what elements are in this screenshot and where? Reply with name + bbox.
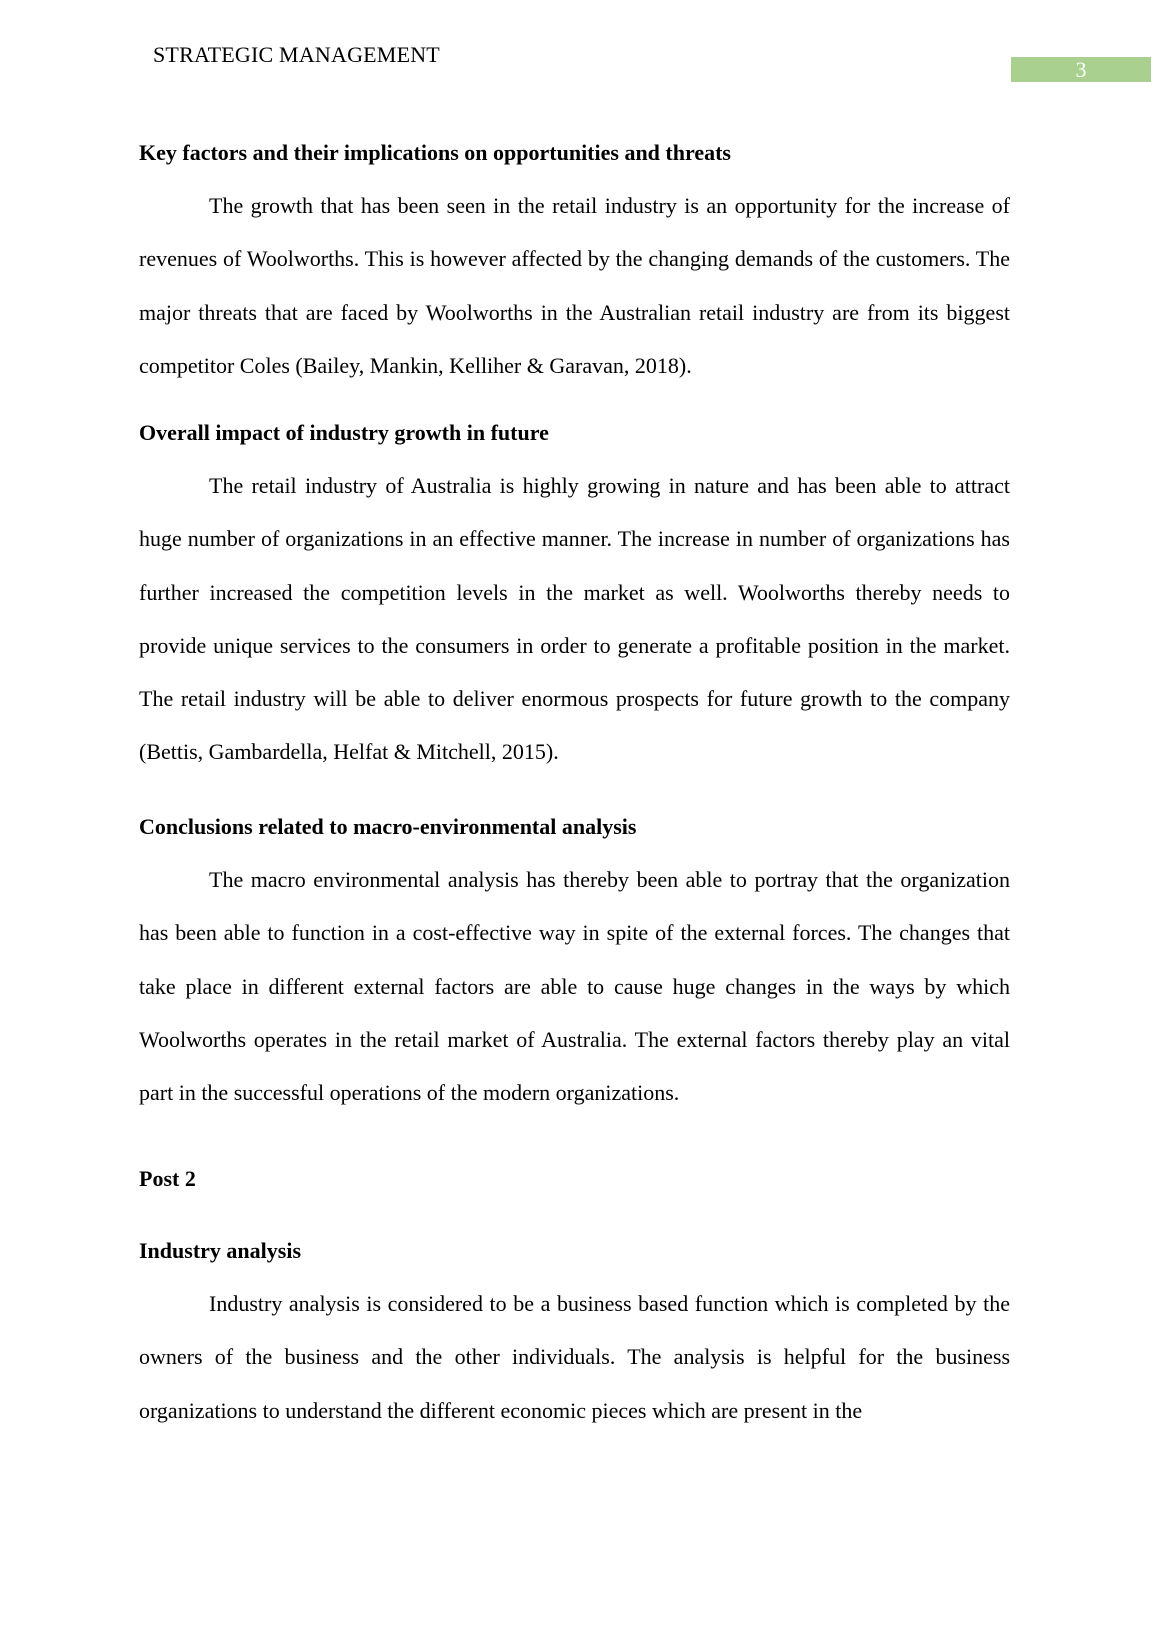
paragraph-key-factors: The growth that has been seen in the retail industry is an opportunity for the increase of revenues of Woolworths. This is however affected by the changing demands of the customers. The major threats that are faced by Woolworths in the Australian retail industry are from its biggest competitor Coles (Bailey, Mankin, Kelliher & Garavan, 2018). xyxy=(139,193,1010,378)
section-heading-industry-analysis: Industry analysis xyxy=(139,1238,302,1263)
section-heading-key-factors: Key factors and their implications on opportunities and threats xyxy=(139,140,731,165)
running-header-title: STRATEGIC MANAGEMENT xyxy=(153,42,440,67)
section-heading-macro-conclusions: Conclusions related to macro-environmental analysis xyxy=(139,814,637,839)
page-number-badge: 3 xyxy=(1011,57,1151,82)
paragraph-industry-analysis: Industry analysis is considered to be a business based function which is completed by the owners of the business and the other individuals. The analysis is helpful for the business organizations to understand the different economic pieces which are present in the xyxy=(139,1291,1010,1423)
paragraph-macro-conclusions: The macro environmental analysis has thereby been able to portray that the organization has been able to function in a cost-effective way in spite of the external forces. The changes that take place in different external factors are able to cause huge changes in the ways by which Woolworths operates in the retail market of Australia. The external factors thereby play an vital part in the successful operations of the modern organizations. xyxy=(139,867,1010,1106)
section-heading-post-2: Post 2 xyxy=(139,1166,196,1191)
section-heading-industry-growth: Overall impact of industry growth in future xyxy=(139,420,549,445)
paragraph-industry-growth: The retail industry of Australia is highly growing in nature and has been able to attract huge number of organizations in an effective manner. The increase in number of organizations has further increased the competition levels in the market as well. Woolworths thereby needs to provide unique services to the consumers in order to generate a profitable position in the market. The retail industry will be able to deliver enormous prospects for future growth to the company (Bettis, Gambardella, Helfat & Mitchell, 2015). xyxy=(139,473,1010,765)
